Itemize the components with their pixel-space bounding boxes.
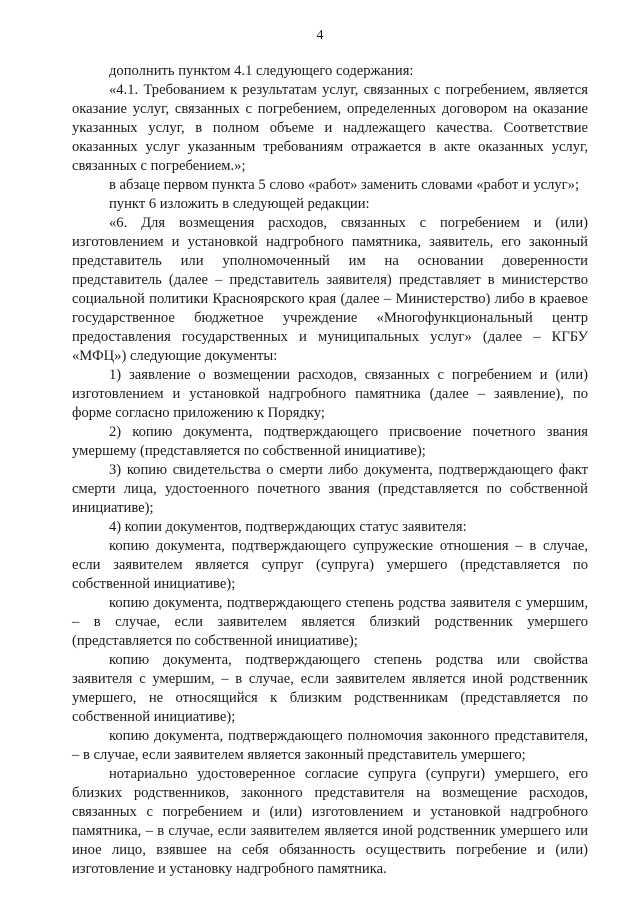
sub-item-other-relative: копию документа, подтверждающего степень родства или свойства заявителя с умершим, – в случае, если заявителем является иной родственник умершего, не относящийся к близким родственникам (представляется по собственной инициативе); [72,652,588,725]
sub-item-close-relative: копию документа, подтверждающего степень родства заявителя с умершим, – в случае, если заявителем является близкий родственник умершего (представляется по собственной инициативе); [72,595,588,649]
paragraph-6-intro: пункт 6 изложить в следующей редакции: [109,196,370,212]
paragraph-amend-intro: дополнить пунктом 4.1 следующего содержания: [109,63,414,79]
sub-item-spouse: копию документа, подтверждающего супружеские отношения – в случае, если заявителем является супруг (супруга) умершего (представляется по собственной инициативе); [72,538,588,592]
page-number: 4 [316,28,324,43]
paragraph-5-amend: в абзаце первом пункта 5 слово «работ» заменить словами «работ и услуг»; [109,177,580,193]
list-item-1: 1) заявление о возмещении расходов, связанных с погребением и (или) изготовлением и установкой надгробного памятника (далее – заявление), по форме согласно приложению к Порядку; [72,367,588,421]
list-item-3: 3) копию свидетельства о смерти либо документа, подтверждающего факт смерти лица, удостоенного почетного звания (представляется по собственной инициативе); [72,462,588,516]
document-body [72,62,588,879]
paragraph-4-1: «4.1. Требованием к результатам услуг, связанных с погребением, является оказание услуг, связанных с погребением, определенных договором на оказание указанных услуг, в полном объеме и надлежащего качества. Соответствие оказанных услуг указанным требованиям отражается в акте оказанных услуг, связанных с погребением.»; [72,82,588,174]
sub-item-legal-rep: копию документа, подтверждающего полномочия законного представителя, – в случае, если заявителем является законный представитель умершего; [72,728,588,763]
sub-item-notarized-consent: нотариально удостоверенное согласие супруга (супруги) умершего, его близких родственников, законного представителя на возмещение расходов, связанных с погребением и (или) изготовлением и установкой надгробного памятника, – в случае, если заявителем является иной родственник умершего или иное лицо, взявшее на себя обязанность осуществить погребение и (или) изготовление и установку надгробного памятника. [72,766,588,877]
list-item-4: 4) копии документов, подтверждающих статус заявителя: [109,519,467,535]
paragraph-6: «6. Для возмещения расходов, связанных с погребением и (или) изготовлением и установкой надгробного памятника, заявитель, его законный представитель или уполномоченный им на основании доверенности представитель (далее – представитель заявителя) представляет в министерство социальной политики Красноярского края (далее – Министерство) либо в краевое государственное бюджетное учреждение «Многофункциональный центр предоставления государственных и муниципальных услуг» (далее – КГБУ «МФЦ») следующие документы: [72,215,588,364]
list-item-2: 2) копию документа, подтверждающего присвоение почетного звания умершему (представляется по собственной инициативе); [72,424,588,459]
